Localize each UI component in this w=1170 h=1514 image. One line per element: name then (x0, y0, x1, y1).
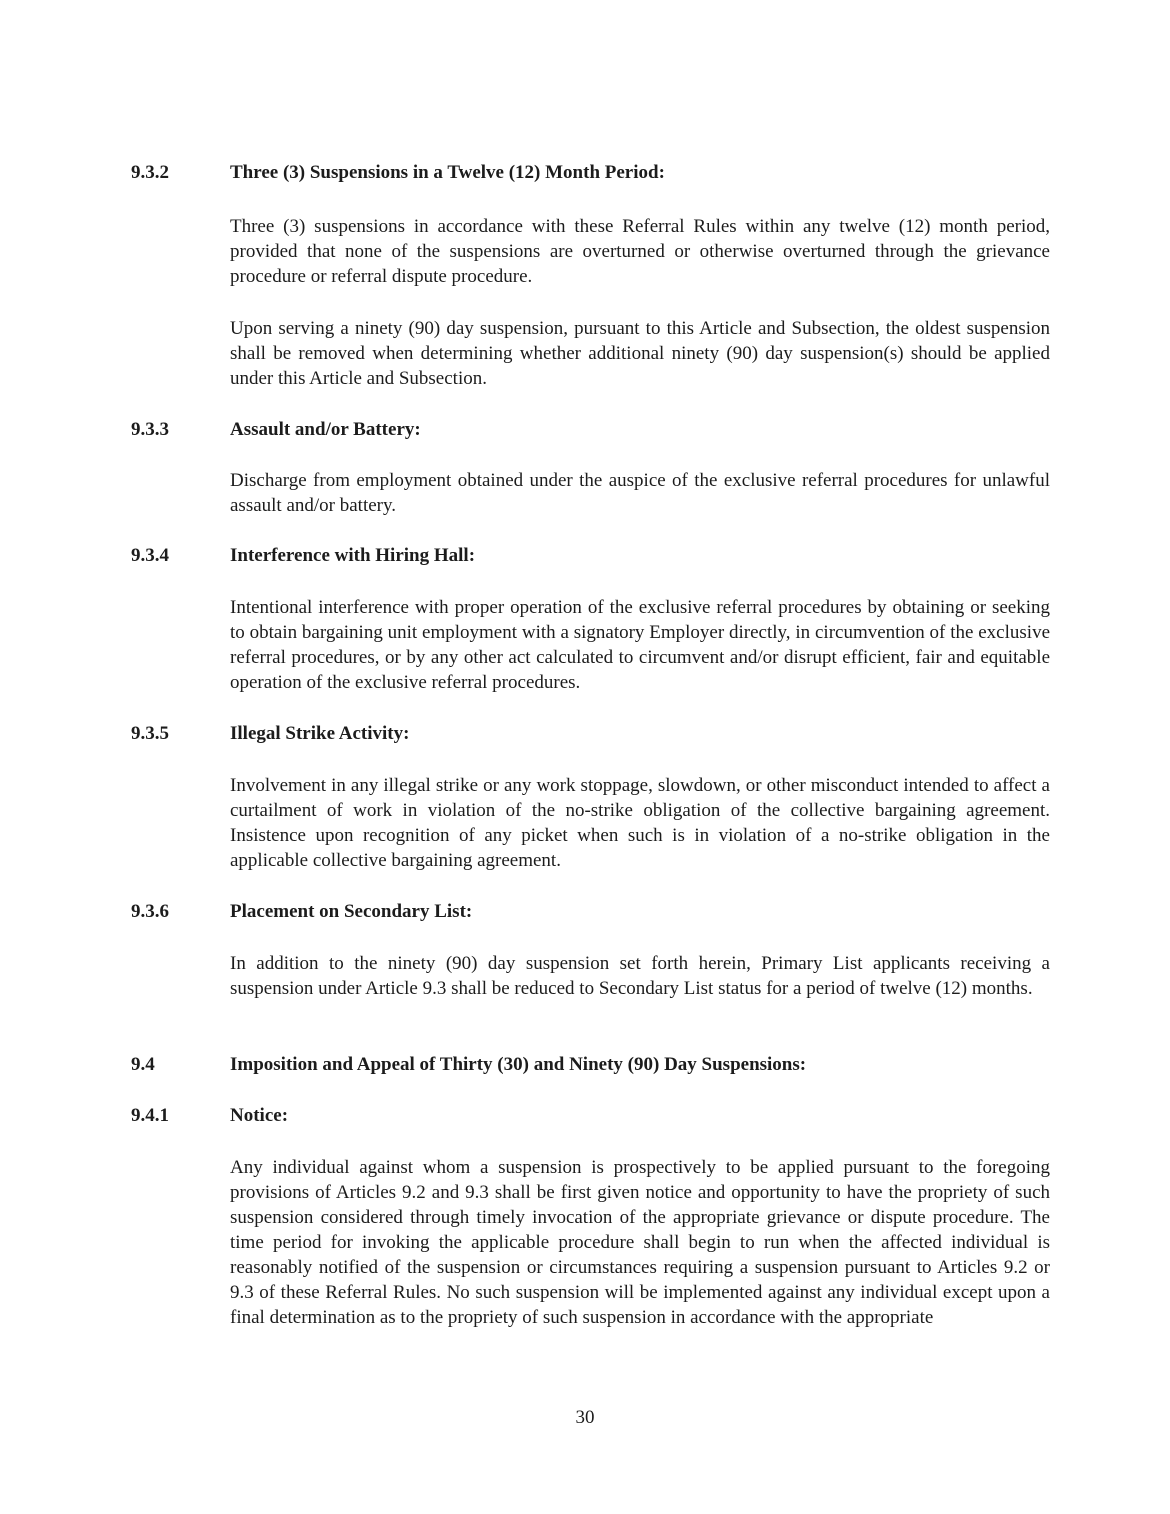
section-number: 9.3.2 (131, 162, 169, 183)
section-heading: Interference with Hiring Hall: (230, 545, 476, 566)
section-heading: Three (3) Suspensions in a Twelve (12) Month Period: (230, 162, 665, 183)
paragraph: Involvement in any illegal strike or any work stoppage, slowdown, or other misconduct intended to affect a curtailment of work in violation of the no-strike obligation of the collective bargaining agreement. Insistence upon recognition of any picket when such is in violation of a no-strike obligation in the applicable collective bargaining agreement. (230, 775, 1050, 871)
section-number: 9.3.3 (131, 419, 169, 440)
section-number: 9.3.4 (131, 545, 169, 566)
paragraph: Any individual against whom a suspension is prospectively to be applied pursuant to the foregoing provisions of Articles 9.2 and 9.3 shall be first given notice and opportunity to have the propriety of such suspension considered through timely invocation of the appropriate grievance or dispute procedure. The time period for invoking the applicable procedure shall begin to run when the affected individual is reasonably notified of the suspension or circumstances requiring a suspension pursuant to Articles 9.2 or 9.3 of these Referral Rules. No such suspension will be implemented against any individual except upon a final determination as to the propriety of such suspension in accordance with the appropriate (230, 1157, 1050, 1328)
section-heading: Imposition and Appeal of Thirty (30) and Ninety (90) Day Suspensions: (230, 1054, 807, 1075)
paragraph: Intentional interference with proper operation of the exclusive referral procedures by obtaining or seeking to obtain bargaining unit employment with a signatory Employer directly, in circumvention of the exclusive referral procedures, or by any other act calculated to circumvent and/or disrupt efficient, fair and equitable operation of the exclusive referral procedures. (230, 597, 1050, 693)
section-heading: Notice: (230, 1105, 289, 1126)
paragraph: Three (3) suspensions in accordance with these Referral Rules within any twelve (12) month period, provided that none of the suspensions are overturned or otherwise overturned through the grievance procedure or referral dispute procedure. (230, 216, 1050, 287)
section-heading: Placement on Secondary List: (230, 901, 473, 922)
section-heading: Illegal Strike Activity: (230, 723, 410, 744)
paragraph: Upon serving a ninety (90) day suspension, pursuant to this Article and Subsection, the oldest suspension shall be removed when determining whether additional ninety (90) day suspension(s) should be applied under this Article and Subsection. (230, 318, 1050, 389)
section-number: 9.3.5 (131, 723, 169, 744)
section-number: 9.4 (131, 1054, 155, 1075)
paragraph: In addition to the ninety (90) day suspension set forth herein, Primary List applicants receiving a suspension under Article 9.3 shall be reduced to Secondary List status for a period of twelve (12) months. (230, 953, 1050, 999)
section-heading: Assault and/or Battery: (230, 419, 421, 440)
paragraph: Discharge from employment obtained under the auspice of the exclusive referral procedures for unlawful assault and/or battery. (230, 470, 1050, 516)
page-number: 30 (575, 1407, 595, 1428)
section-number: 9.4.1 (131, 1105, 169, 1126)
section-number: 9.3.6 (131, 901, 169, 922)
